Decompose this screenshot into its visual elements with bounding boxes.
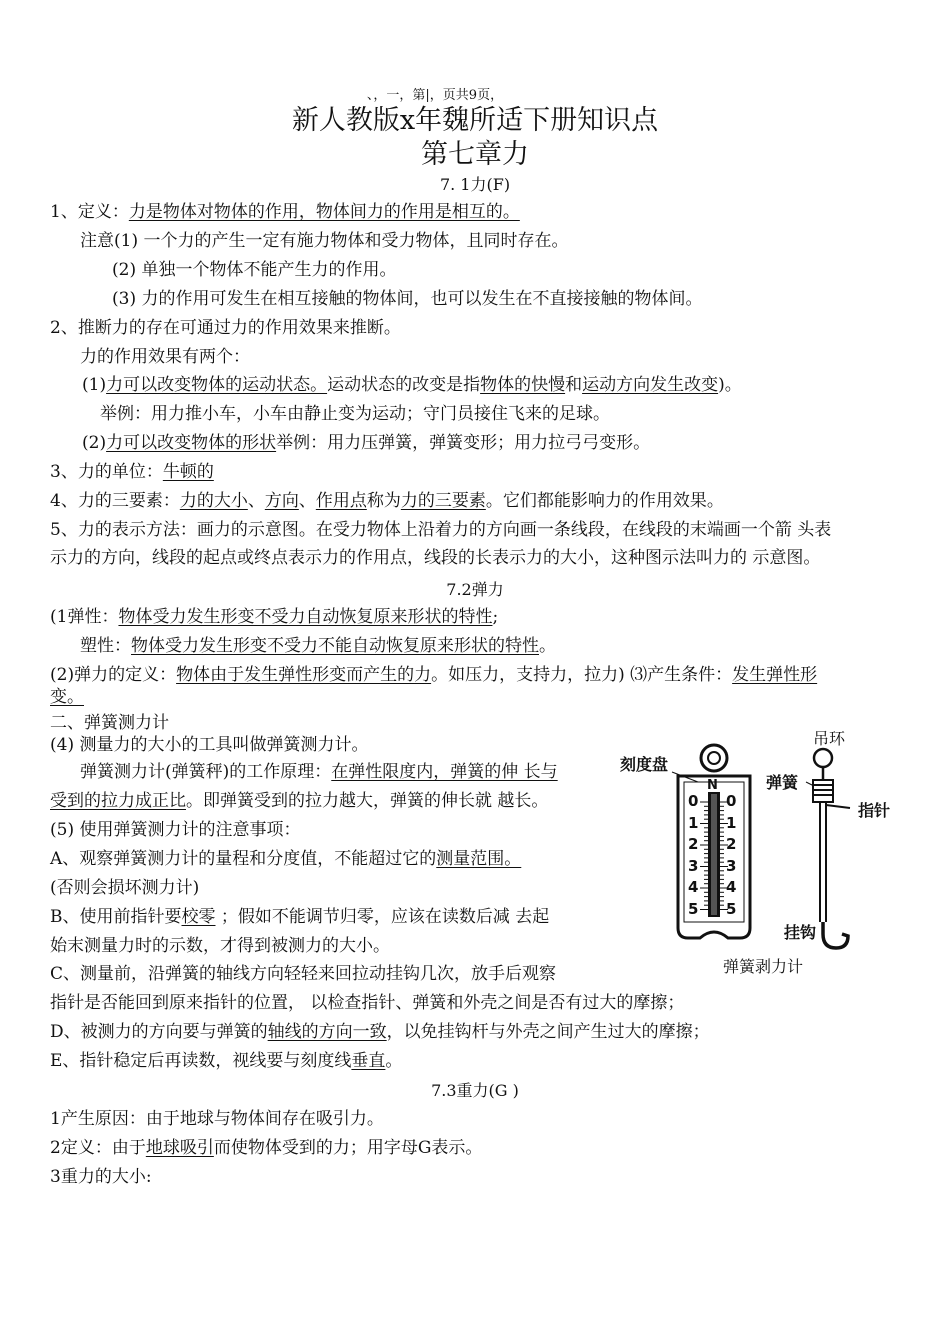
effect-1-end: )。 (718, 375, 742, 395)
note-d-axis: 轴线的方向一致 (267, 1022, 387, 1042)
effect-1 (82, 373, 742, 397)
scale-number-right: 0 (726, 792, 737, 810)
paragraph-4 (50, 489, 724, 513)
scale-number-right: 4 (726, 878, 737, 896)
usage-notes-heading: (5) 使用弹簧测力计的注意事项： (50, 820, 301, 840)
label-dial: 刻度盘 (620, 755, 669, 774)
note-a-text: A、观察弹簧测力计的量程和分度值，不能超过它的 (50, 849, 437, 869)
note-a-range: 测量范围。 (436, 849, 522, 869)
label-hook: 挂钩 (784, 923, 817, 942)
note-b-zero: 校零 (181, 907, 216, 927)
note-b-continued: 始末测量力时的示数，才得到被测力的大小。 (50, 936, 390, 956)
chapter-title: 第七章力 (421, 139, 529, 170)
note-d-text: D、被测力的方向要与弹簧的 (50, 1022, 268, 1042)
scale-number-right: 2 (726, 835, 737, 853)
note-3: (3) 力的作用可发生在相互接触的物体间，也可以发生在不直接接触的物体间。 (112, 289, 703, 309)
note-a-continued: (否则会损坏测力计) (50, 878, 200, 898)
gravity-definition-pre: 2定义：由于 (50, 1138, 146, 1158)
diagram-caption: 弹簧剥力计 (723, 957, 804, 976)
note-b-end: ；假如不能调节归零，应该在读数后减 去起 (215, 907, 550, 927)
separator-1: 、 (247, 491, 265, 511)
effect-1-and: 和 (565, 375, 583, 395)
paragraph-2: 2、推断力的存在可通过力的作用效果来推断。 (50, 318, 401, 338)
unit-value: 牛顿的 (162, 462, 214, 482)
spring-scale-tool: (4) 测量力的大小的工具叫做弹簧测力计。 (50, 735, 369, 755)
scale-number-left: 3 (688, 856, 699, 875)
gravity-definition-end: 而使物体受到的力；用字母G表示。 (213, 1138, 483, 1158)
elastic-force-mid: 。如压力，支持力，拉力) ⑶产生条件： (431, 665, 733, 685)
page-header: 、，一，第|，页共9页， (366, 88, 504, 103)
definition-line (50, 200, 520, 224)
plasticity-label: 塑性： (80, 636, 131, 656)
scale-number-right: 5 (726, 899, 737, 918)
note-2: (2) 单独一个物体不能产生力的作用。 (112, 260, 397, 280)
definition-text: 力是物体对物体的作用，物体间力的作用是相互的。 (128, 202, 520, 222)
definition-label: 1、定义： (50, 202, 129, 222)
spring-principle-label: 弹簧测力计(弹簧秤)的工作原理： (80, 762, 332, 782)
paragraph-5-line-2: 示力的方向，线段的起点或终点表示力的作用点，线段的长表示力的大小，这种图示法叫力的 示意图。 (50, 548, 821, 568)
pointer-line (826, 805, 850, 808)
note-1: 注意(1) 一个力的产生一定有施力物体和受力物体，且同时存在。 (80, 231, 569, 251)
effect-1-number: (1) (82, 375, 107, 395)
three-elements-label: 4、力的三要素： (50, 491, 180, 511)
elastic-force-label: (2)弹力的定义： (50, 665, 177, 685)
effect-2-number: (2) (82, 433, 107, 453)
elasticity-text: 物体受力发生形变不受力自动恢复原来形状的特性 (118, 607, 493, 627)
note-a (50, 847, 521, 871)
element-point: 作用点 (315, 491, 367, 511)
plasticity-text: 物体受力发生形变不受力不能自动恢复原来形状的特性 (131, 636, 539, 656)
scale-number-right: 3 (726, 856, 737, 875)
elasticity-line (50, 605, 498, 629)
gravity-definition (50, 1136, 482, 1160)
scale-number-left: 5 (688, 899, 699, 918)
note-e (50, 1049, 402, 1073)
scale-number-left: 0 (688, 792, 699, 810)
gravity-magnitude: 3重力的大小: (50, 1167, 152, 1187)
label-pointer: 指针 (858, 801, 891, 820)
note-e-perpendicular: 垂直 (351, 1051, 386, 1071)
note-b (50, 905, 549, 929)
note-e-text: E、指针稳定后再读数，视线要与刻度线 (50, 1051, 352, 1071)
right-ring-icon (814, 749, 832, 767)
effect-1-text: 力可以改变物体的运动状态。 (106, 375, 328, 395)
scale-number-left: 2 (688, 835, 699, 853)
paragraph-3 (50, 460, 214, 484)
note-c-line-2: 指针是否能回到原来指针的位置， 以检查指针、弹簧和外壳之间是否有过大的摩擦； (50, 993, 685, 1013)
effect-2-text: 力可以改变物体的形状 (106, 433, 277, 453)
scale-top-mark: N (707, 778, 718, 793)
note-e-end: 。 (385, 1051, 403, 1071)
elastic-force-definition (50, 663, 817, 687)
effect-2 (82, 431, 650, 455)
unit-label: 3、力的单位： (50, 462, 163, 482)
elastic-force-definition-end (50, 685, 84, 709)
spring-scale-diagram (610, 722, 900, 984)
scale-number-left: 1 (688, 813, 699, 832)
plasticity-line (80, 634, 556, 658)
effect-1-direction: 运动方向发生改变 (582, 375, 719, 395)
spring-principle-proportional: 受到的拉力成正比 (50, 791, 186, 811)
spring-principle (80, 760, 558, 784)
label-ring: 吊环 (813, 729, 846, 748)
note-d-end: ，以免挂钩杆与外壳之间产生过大的摩擦； (386, 1022, 710, 1042)
label-spring: 弹簧 (766, 773, 799, 792)
spring-principle-text: 在弹性限度内，弹簧的伸 长与 (331, 762, 558, 782)
elasticity-end: ; (492, 607, 499, 627)
note-d (50, 1020, 710, 1044)
separator-2: 、 (298, 491, 316, 511)
spring-principle-end: 。即弹簧受到的拉力越大，弹簧的伸长就 越长。 (186, 791, 549, 811)
element-magnitude: 力的大小 (179, 491, 248, 511)
effect-2-example: 举例：用力压弹簧，弹簧变形；用力拉弓弓变形。 (276, 433, 651, 453)
section-heading-7-1: 7. 1力(F) (439, 175, 511, 194)
left-ring-icon (701, 745, 727, 771)
three-elements-mid: 称为 (366, 491, 401, 511)
note-c-line-1: C、测量前，沿弹簧的轴线方向轻轻来回拉动挂钩几次，放手后观察 (50, 964, 557, 984)
note-b-text: B、使用前指针要 (50, 907, 182, 927)
paragraph-5-line-1: 5、力的表示方法：画力的示意图。在受力物体上沿着力的方向画一条线段，在线段的末端画一个箭 头表 (50, 520, 832, 540)
gravity-definition-term: 地球吸引 (145, 1138, 214, 1158)
effect-1-example: 举例：用力推小车，小车由静止变为运动；守门员接住飞来的足球。 (100, 404, 610, 424)
effects-intro: 力的作用效果有两个： (80, 347, 250, 367)
scale-number-right: 1 (726, 813, 737, 832)
document-title: 新人教版x年魏所适下册知识点 (291, 105, 659, 136)
elasticity-label: (1弹性： (50, 607, 119, 627)
three-elements-term: 力的三要素 (400, 491, 486, 511)
elastic-force-condition: 发生弹性形 (732, 665, 818, 685)
three-elements-end: 。它们都能影响力的作用效果。 (485, 491, 724, 511)
spring-scale-heading: 二、弹簧测力计 (50, 713, 169, 733)
element-direction: 方向 (264, 491, 299, 511)
effect-1-mid: 运动状态的改变是指 (327, 375, 481, 395)
elastic-force-text: 物体由于发生弹性形变而产生的力 (176, 665, 432, 685)
gravity-cause: 1产生原因：由于地球与物体间存在吸引力。 (50, 1109, 384, 1129)
plasticity-end: 。 (539, 636, 556, 656)
section-heading-7-2: 7.2弹力 (446, 580, 504, 599)
spring-principle-line-2 (50, 789, 548, 813)
section-heading-7-3: 7.3重力(G ) (431, 1081, 519, 1100)
elastic-force-condition-end: 变。 (50, 687, 84, 707)
effect-1-speed: 物体的快慢 (480, 375, 566, 395)
scale-number-left: 4 (688, 878, 699, 896)
hook-icon (823, 922, 848, 948)
